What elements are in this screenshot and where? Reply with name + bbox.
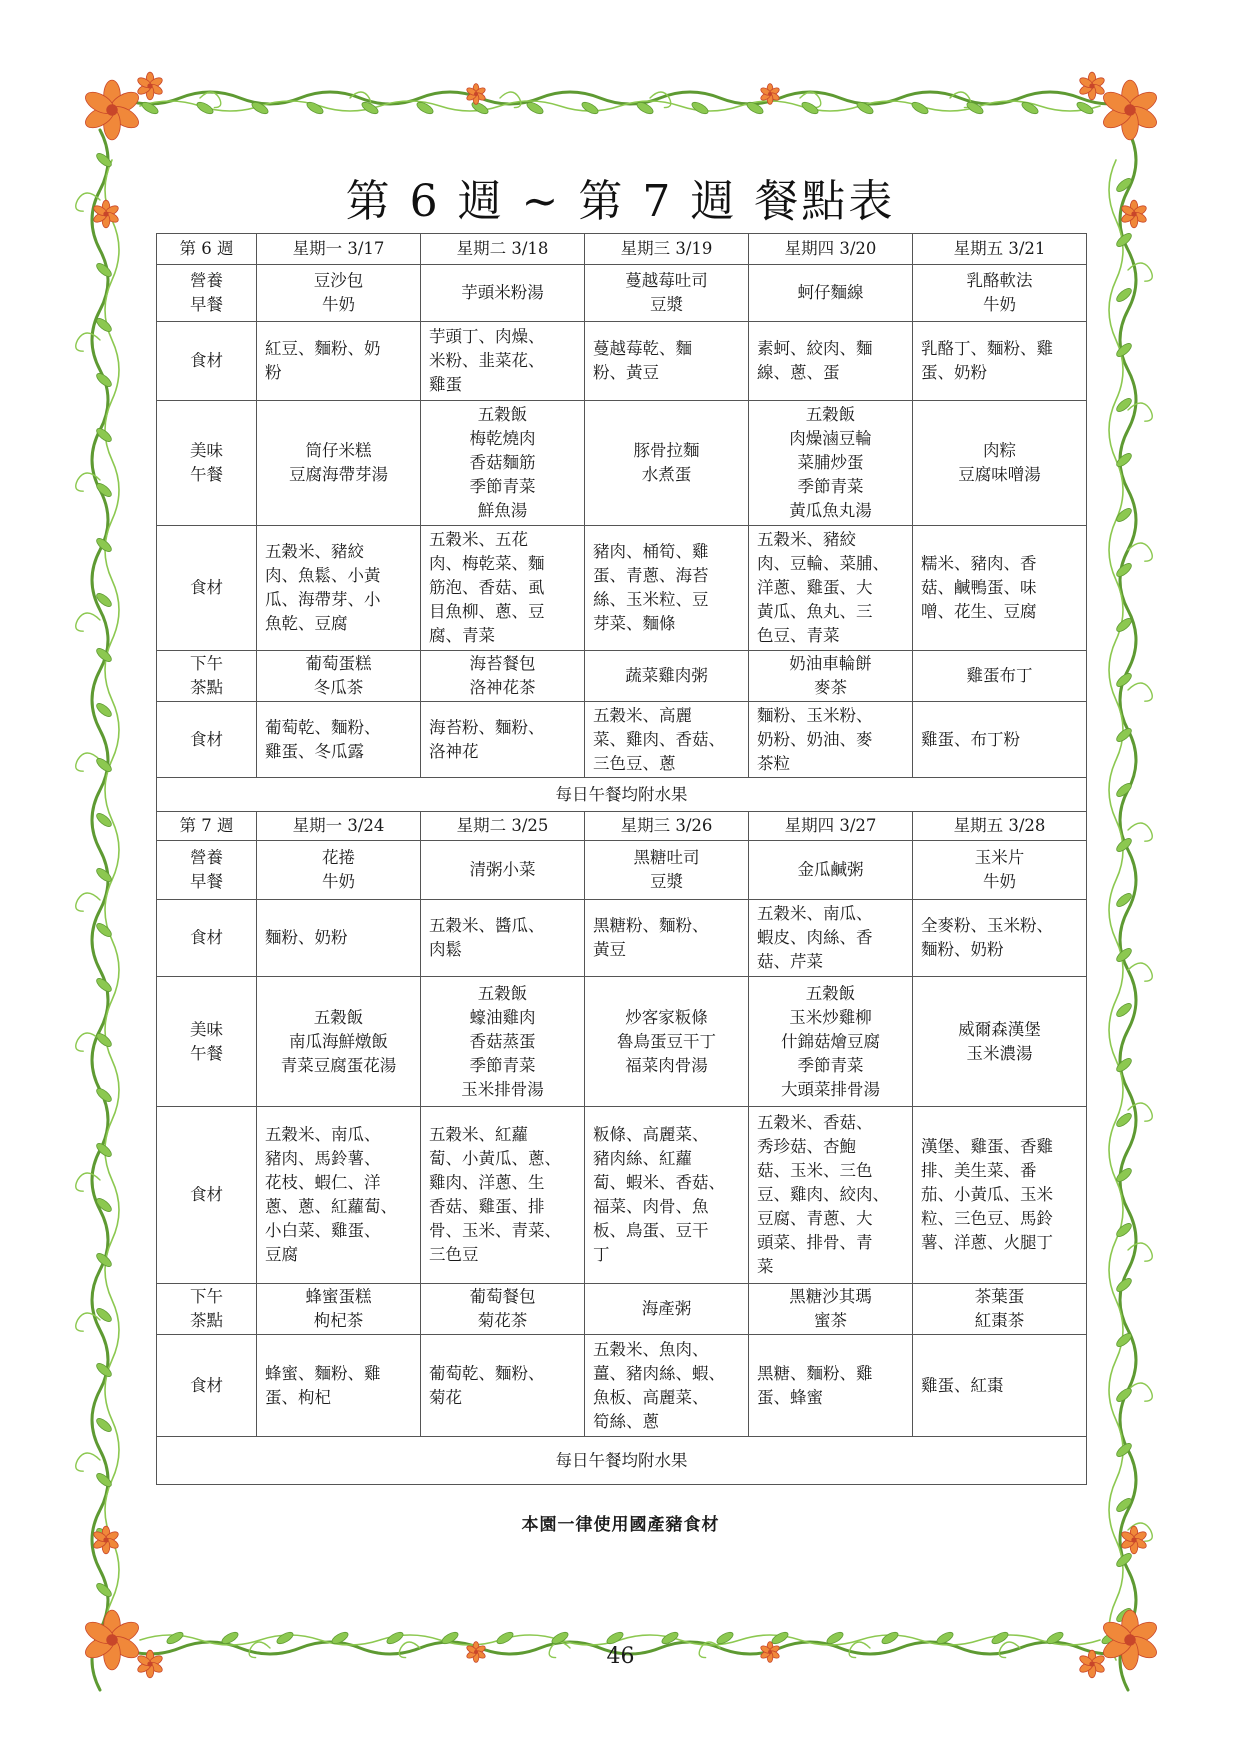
leaf	[95, 921, 114, 939]
meal-row	[157, 900, 1087, 977]
menu-item-cell: 蜂蜜蛋糕 枸杞茶	[257, 1284, 421, 1335]
ingredient-cell: 海苔粉、麵粉、 洛神花	[421, 702, 585, 778]
menu-item-cell: 豚骨拉麵 水煮蛋	[585, 401, 749, 526]
ingredient-cell: 豬肉、桶筍、雞 蛋、青蔥、海苔 絲、玉米粒、豆 芽菜、麵條	[585, 526, 749, 651]
ingredient-cell: 五穀米、紅蘿 蔔、小黃瓜、蔥、 雞肉、洋蔥、生 香菇、雞蛋、排 骨、玉米、青菜、 三色豆	[421, 1107, 585, 1284]
ingredient-cell: 蔓越莓乾、麵 粉、黃豆	[585, 322, 749, 401]
vine-stroke	[1109, 160, 1123, 1660]
ingredient-cell: 五穀米、香菇、 秀珍菇、杏鮑 菇、玉米、三色 豆、雞肉、絞肉、 豆腐、青蔥、大 頭菜、排骨、青 菜	[749, 1107, 913, 1284]
leaf	[580, 100, 600, 116]
flower	[1078, 72, 1106, 100]
leaf	[95, 866, 114, 884]
leaf	[1115, 231, 1134, 249]
ingredient-cell: 蜂蜜、麵粉、雞 蛋、枸杞	[257, 1335, 421, 1437]
leaf	[1115, 1331, 1134, 1349]
pork-origin-note: 本園一律使用國產豬食材	[521, 1515, 720, 1535]
ingredient-cell: 五穀米、魚肉、 薑、豬肉絲、蝦、 魚板、高麗菜、 筍絲、蔥	[585, 1335, 749, 1437]
leaf	[910, 100, 930, 116]
fruit-note-cell: 每日午餐均附水果	[157, 778, 1087, 812]
menu-item-cell: 蔓越莓吐司 豆漿	[585, 265, 749, 322]
row-label-cell: 美味 午餐	[157, 401, 257, 526]
day-header-cell: 星期一 3/17	[257, 234, 421, 265]
meal-row	[157, 265, 1087, 322]
row-label-cell: 營養 早餐	[157, 265, 257, 322]
ingredient-cell: 五穀米、豬絞 肉、豆輪、菜脯、 洋蔥、雞蛋、大 黃瓜、魚丸、三 色豆、青菜	[749, 526, 913, 651]
meal-menu-table	[156, 233, 1087, 1485]
row-label-cell: 食材	[157, 526, 257, 651]
leaf	[1115, 1166, 1134, 1184]
menu-item-cell: 黑糖沙其瑪 蜜茶	[749, 1284, 913, 1335]
leaf	[95, 1251, 114, 1269]
leaf	[95, 1031, 114, 1049]
ingredient-cell: 黑糖粉、麵粉、 黃豆	[585, 900, 749, 977]
tendril	[1128, 823, 1152, 841]
leaf	[95, 261, 114, 279]
menu-item-cell: 玉米片 牛奶	[913, 841, 1087, 900]
leaf	[1115, 1001, 1134, 1019]
row-label-cell: 美味 午餐	[157, 977, 257, 1107]
tendril	[76, 893, 100, 911]
menu-item-cell: 海產粥	[585, 1284, 749, 1335]
tendril	[76, 1173, 100, 1191]
week-label-cell: 第 6 週	[157, 234, 257, 265]
menu-item-cell: 金瓜鹹粥	[749, 841, 913, 900]
menu-item-cell: 五穀飯 蠔油雞肉 香菇蒸蛋 季節青菜 玉米排骨湯	[421, 977, 585, 1107]
ingredient-cell: 糯米、豬肉、香 菇、鹹鴨蛋、味 噌、花生、豆腐	[913, 526, 1087, 651]
ingredient-cell: 粄條、高麗菜、 豬肉絲、紅蘿 蔔、蝦米、香菇、 福菜、肉骨、魚 板、鳥蛋、豆干 丁	[585, 1107, 749, 1284]
menu-item-cell: 五穀飯 肉燥滷豆輪 菜脯炒蛋 季節青菜 黃瓜魚丸湯	[749, 401, 913, 526]
menu-item-cell: 清粥小菜	[421, 841, 585, 900]
ingredient-cell: 乳酪丁、麵粉、雞 蛋、奶粉	[913, 322, 1087, 401]
tendril	[76, 613, 100, 631]
row-label-cell: 下午 茶點	[157, 651, 257, 702]
menu-item-cell: 黑糖吐司 豆漿	[585, 841, 749, 900]
leaf	[95, 701, 114, 719]
tendril	[76, 753, 100, 771]
day-header-cell: 星期二 3/25	[421, 812, 585, 841]
flower	[82, 80, 142, 140]
menu-item-cell: 筒仔米糕 豆腐海帶芽湯	[257, 401, 421, 526]
day-header-cell: 星期一 3/24	[257, 812, 421, 841]
page-number: 46	[606, 1644, 635, 1669]
menu-item-cell: 肉粽 豆腐味噌湯	[913, 401, 1087, 526]
leaf	[195, 100, 215, 116]
leaf	[470, 100, 490, 116]
ingredient-cell: 五穀米、豬絞 肉、魚鬆、小黃 瓜、海帶芽、小 魚乾、豆腐	[257, 526, 421, 651]
ingredient-cell: 五穀米、南瓜、 蝦皮、肉絲、香 菇、芹菜	[749, 900, 913, 977]
leaf	[95, 1471, 114, 1489]
menu-item-cell: 豆沙包 牛奶	[257, 265, 421, 322]
meal-row	[157, 401, 1087, 526]
ingredient-cell: 五穀米、五花 肉、梅乾菜、麵 筋泡、香菇、虱 目魚柳、蔥、豆 腐、青菜	[421, 526, 585, 651]
row-label-cell: 食材	[157, 900, 257, 977]
leaf	[800, 100, 820, 116]
menu-item-cell: 乳酪軟法 牛奶	[913, 265, 1087, 322]
week-header-row	[157, 234, 1087, 265]
tendril	[76, 1453, 100, 1471]
leaf	[1115, 451, 1134, 469]
meal-row	[157, 977, 1087, 1107]
tendril	[1128, 263, 1152, 281]
tendril	[1128, 683, 1152, 701]
leaf	[1115, 1551, 1134, 1569]
ingredient-cell: 全麥粉、玉米粉、 麵粉、奶粉	[913, 900, 1087, 977]
row-label-cell: 食材	[157, 1107, 257, 1284]
ingredient-cell: 紅豆、麵粉、奶 粉	[257, 322, 421, 401]
fruit-note-cell: 每日午餐均附水果	[157, 1437, 1087, 1485]
menu-item-cell: 雞蛋布丁	[913, 651, 1087, 702]
leaf	[95, 811, 114, 829]
leaf	[690, 100, 710, 116]
menu-item-cell: 五穀飯 南瓜海鮮燉飯 青菜豆腐蛋花湯	[257, 977, 421, 1107]
ingredient-cell: 五穀米、南瓜、 豬肉、馬鈴薯、 花枝、蝦仁、洋 蔥、蔥、紅蘿蔔、 小白菜、雞蛋、 豆腐	[257, 1107, 421, 1284]
leaf	[95, 371, 114, 389]
day-header-cell: 星期五 3/28	[913, 812, 1087, 841]
ingredient-cell: 芋頭丁、肉燥、 米粉、韭菜花、 雞蛋	[421, 322, 585, 401]
leaf	[95, 1581, 114, 1599]
tendril	[1128, 1103, 1152, 1121]
leaf	[95, 151, 114, 169]
menu-item-cell: 五穀飯 玉米炒雞柳 什錦菇燴豆腐 季節青菜 大頭菜排骨湯	[749, 977, 913, 1107]
row-label-cell: 營養 早餐	[157, 841, 257, 900]
ingredient-cell: 漢堡、雞蛋、香雞 排、美生菜、番 茄、小黃瓜、玉米 粒、三色豆、馬鈴 薯、洋蔥、火腿丁	[913, 1107, 1087, 1284]
ingredient-cell: 葡萄乾、麵粉、 菊花	[421, 1335, 585, 1437]
leaf	[95, 316, 114, 334]
meal-row	[157, 1335, 1087, 1437]
ingredient-cell: 麵粉、玉米粉、 奶粉、奶油、麥 茶粒	[749, 702, 913, 778]
day-header-cell: 星期四 3/27	[749, 812, 913, 841]
leaf	[1115, 616, 1134, 634]
day-header-cell: 星期二 3/18	[421, 234, 585, 265]
flower	[136, 72, 164, 100]
menu-item-cell: 蔬菜雞肉粥	[585, 651, 749, 702]
menu-item-cell: 奶油車輪餅 麥茶	[749, 651, 913, 702]
row-label-cell: 食材	[157, 1335, 257, 1437]
menu-item-cell: 葡萄蛋糕 冬瓜茶	[257, 651, 421, 702]
leaf	[305, 100, 325, 116]
meal-row	[157, 526, 1087, 651]
leaf	[1115, 561, 1134, 579]
leaf	[1115, 671, 1134, 689]
menu-item-cell: 海苔餐包 洛神花茶	[421, 651, 585, 702]
meal-row	[157, 1107, 1087, 1284]
row-label-cell: 食材	[157, 702, 257, 778]
ingredient-cell: 麵粉、奶粉	[257, 900, 421, 977]
meal-row	[157, 651, 1087, 702]
ingredient-cell: 雞蛋、布丁粉	[913, 702, 1087, 778]
menu-item-cell: 葡萄餐包 菊花茶	[421, 1284, 585, 1335]
menu-item-cell: 花捲 牛奶	[257, 841, 421, 900]
fruit-note-row	[157, 778, 1087, 812]
ingredient-cell: 五穀米、醬瓜、 肉鬆	[421, 900, 585, 977]
leaf	[1115, 1111, 1134, 1129]
ingredient-cell: 雞蛋、紅棗	[913, 1335, 1087, 1437]
ingredient-cell: 葡萄乾、麵粉、 雞蛋、冬瓜露	[257, 702, 421, 778]
ingredient-cell: 素蚵、絞肉、麵 線、蔥、蛋	[749, 322, 913, 401]
ingredient-cell: 黑糖、麵粉、雞 蛋、蜂蜜	[749, 1335, 913, 1437]
day-header-cell: 星期四 3/20	[749, 234, 913, 265]
meal-row	[157, 1284, 1087, 1335]
menu-item-cell: 炒客家粄條 魯鳥蛋豆干丁 福菜肉骨湯	[585, 977, 749, 1107]
flower	[1100, 80, 1160, 140]
meal-row	[157, 841, 1087, 900]
day-header-cell: 星期三 3/26	[585, 812, 749, 841]
leaf	[1115, 1221, 1134, 1239]
meal-row	[157, 702, 1087, 778]
day-header-cell: 星期五 3/21	[913, 234, 1087, 265]
menu-item-cell: 蚵仔麵線	[749, 265, 913, 322]
meal-row	[157, 322, 1087, 401]
menu-item-cell: 茶葉蛋 紅棗茶	[913, 1284, 1087, 1335]
page-title: 第 6 週 ~ 第 7 週 餐點表	[345, 176, 896, 227]
menu-item-cell: 芋頭米粉湯	[421, 265, 585, 322]
tendril	[76, 333, 100, 351]
menu-item-cell: 五穀飯 梅乾燒肉 香菇麵筋 季節青菜 鮮魚湯	[421, 401, 585, 526]
row-label-cell: 食材	[157, 322, 257, 401]
menu-item-cell: 威爾森漢堡 玉米濃湯	[913, 977, 1087, 1107]
row-label-cell: 下午 茶點	[157, 1284, 257, 1335]
fruit-note-row	[157, 1437, 1087, 1485]
ingredient-cell: 五穀米、高麗 菜、雞肉、香菇、 三色豆、蔥	[585, 702, 749, 778]
week-label-cell: 第 7 週	[157, 812, 257, 841]
day-header-cell: 星期三 3/19	[585, 234, 749, 265]
week-header-row	[157, 812, 1087, 841]
